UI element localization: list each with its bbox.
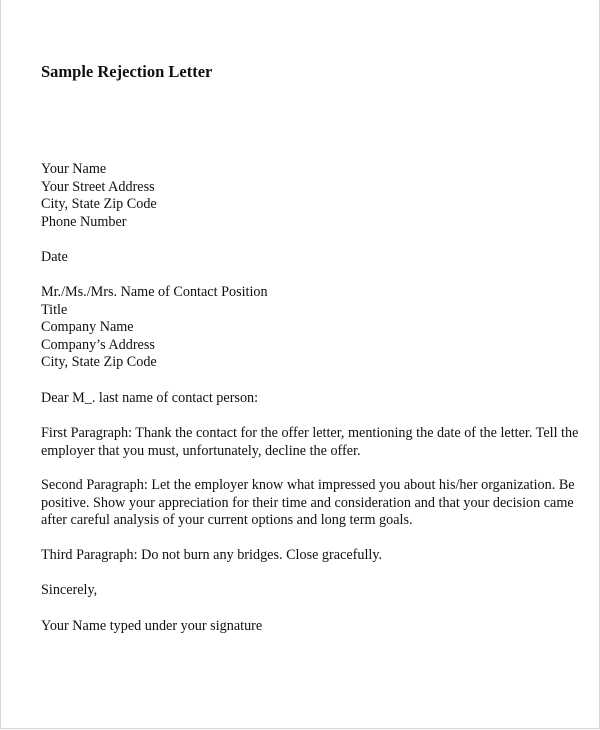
recipient-address-block: [41, 284, 268, 372]
paragraph-2: [41, 477, 575, 530]
recipient-title: Title: [41, 301, 68, 318]
salutation: [41, 390, 258, 408]
paragraph-line: positive. Show your appreciation for their time and consideration and that your decision came: [41, 494, 574, 511]
paragraph-line: after careful analysis of your current options and long term goals.: [41, 512, 413, 529]
paragraph-3: [41, 547, 382, 565]
paragraph-line: First Paragraph: Thank the contact for the offer letter, mentioning the date of the letter. Tell the: [41, 425, 579, 441]
paragraph-1: [41, 425, 578, 460]
date-text: Date: [41, 249, 68, 265]
recipient-company: Company Name: [41, 319, 134, 336]
sender-address-block: [41, 161, 157, 231]
recipient-name: Mr./Ms./Mrs. Name of Contact Position: [41, 284, 268, 300]
sender-name: Your Name: [41, 161, 107, 177]
paragraph-line: Third Paragraph: Do not burn any bridges. Close gracefully.: [41, 547, 383, 563]
salutation-text: Dear M_. last name of contact person:: [41, 390, 259, 406]
recipient-company-address: Company’s Address: [41, 336, 155, 353]
sender-city: City, State Zip Code: [41, 196, 157, 213]
signature-line: [41, 618, 262, 636]
signature-text: Your Name typed under your signature: [41, 618, 263, 634]
sender-street: Your Street Address: [41, 178, 155, 195]
closing: [41, 582, 97, 600]
sender-phone: Phone Number: [41, 213, 127, 230]
document-title: Sample Rejection Letter: [41, 62, 213, 81]
closing-text: Sincerely,: [41, 582, 98, 598]
paragraph-line: employer that you must, unfortunately, decline the offer.: [41, 442, 361, 459]
paragraph-line: Second Paragraph: Let the employer know what impressed you about his/her organization. Be: [41, 477, 575, 493]
recipient-city: City, State Zip Code: [41, 354, 157, 371]
date-line: [41, 249, 68, 267]
